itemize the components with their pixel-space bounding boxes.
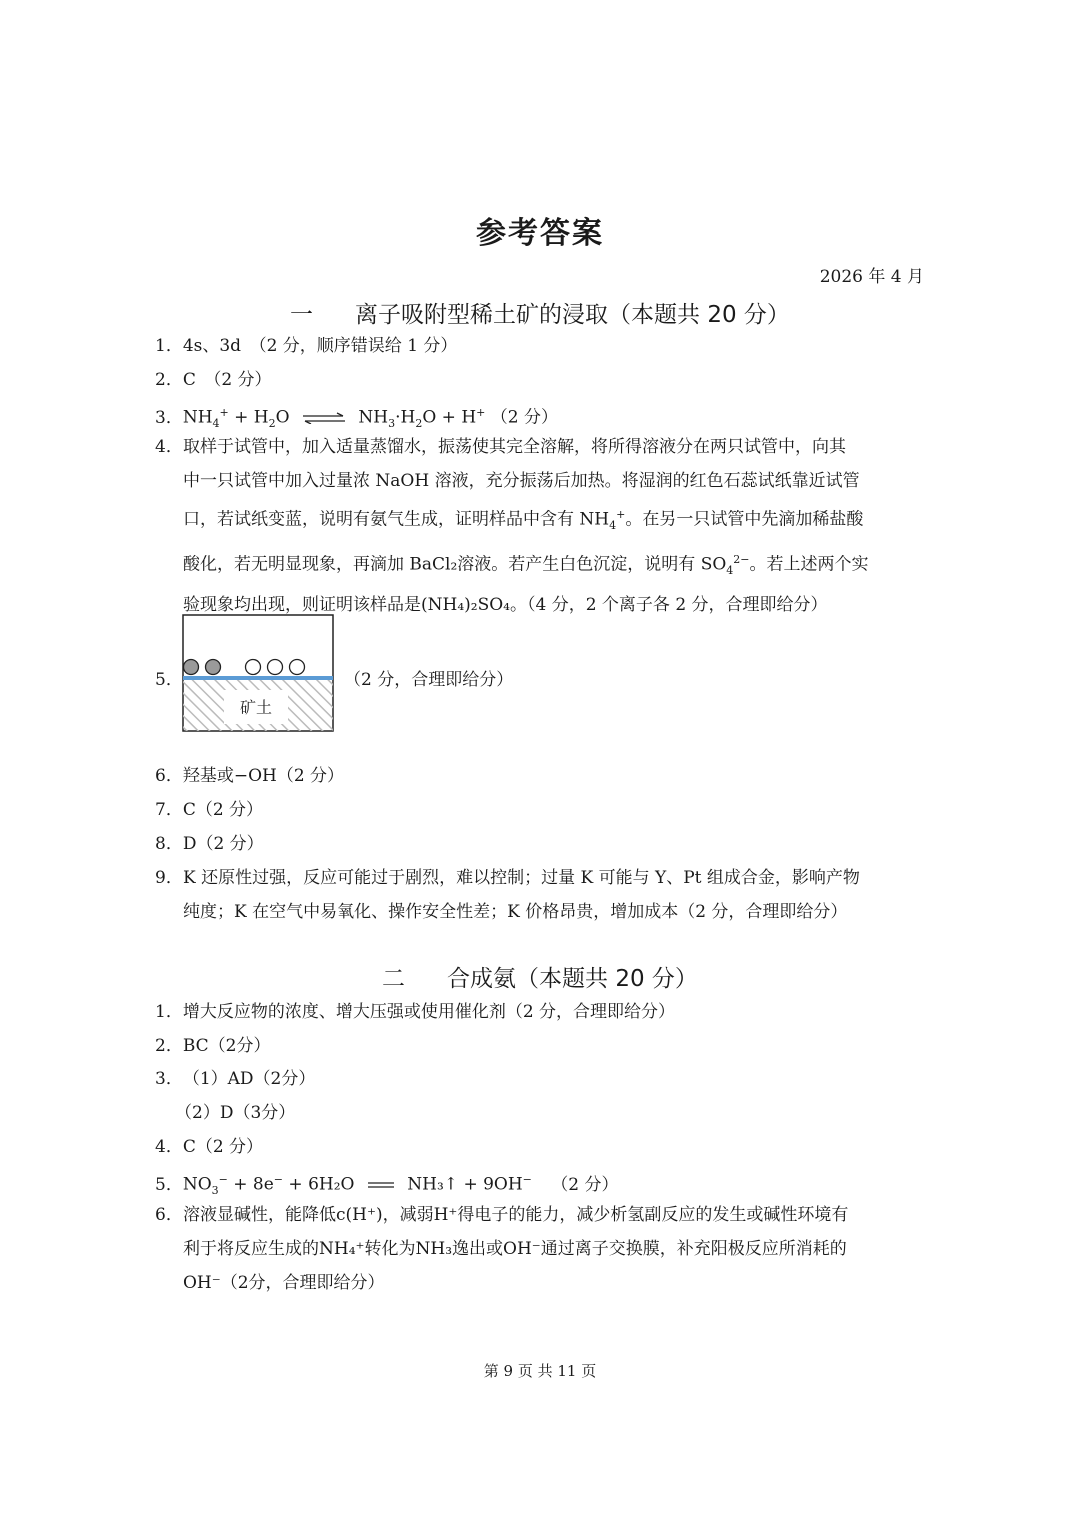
ion-sub: 4 [609,519,617,533]
s1-q4-number [155,437,183,457]
reversible-arrow-icon [301,412,347,424]
answer-line [183,498,928,543]
answer-line: 溶液显碱性，能降低c(H⁺)，减弱H⁺得电子的能力，减少析氢副反应的发生或碱性环境有 [183,1205,849,1225]
answer-line [183,543,928,588]
eq-nitrate: NO [182,1174,212,1195]
eq-product-3: O + H [422,407,477,428]
eq-sup: − [218,1173,228,1186]
s1-q8 [155,834,264,854]
ion-sub: 4 [726,564,734,578]
page-footer: 第 9 页 共 11 页 [483,1362,597,1380]
question-number: 6． [155,1205,183,1225]
s1-q7 [155,800,263,820]
eq-product: NH₃↑ + 9OH [407,1174,523,1195]
section-2-heading [0,960,1080,993]
answer-text: 。若上述两个实 [749,554,869,575]
s2-q5-equation [155,1170,619,1201]
answer-line: 利于将反应生成的NH₄⁺转化为NH₃逸出或OH⁻通过离子交换膜，补充阳极反应所消耗的 [183,1239,847,1259]
eq-sub: 4 [212,417,220,431]
eq-ammonium: NH [182,407,213,428]
adsorbed-ion-icon [184,660,199,675]
s1-q2 [155,370,272,390]
eq-sub: 2 [415,417,423,431]
eq-water: + 6H₂O [283,1174,355,1195]
answer-text: D（2 分） [182,834,264,854]
score: （2 分） [551,1174,619,1195]
answer-line: 验现象均出现，则证明该样品是(NH₄)₂SO₄。（4 分，2 个离子各 2 分，合理即给分） [183,595,828,616]
answer-text: C（2 分） [182,800,264,820]
question-number: 5． [155,670,183,690]
answer-text: 增大反应物的浓度、增大压强或使用催化剂（2 分，合理即给分） [182,1002,676,1022]
score: （2 分） [490,407,559,428]
answer-line: 纯度；K 在空气中易氧化、操作安全性差；K 价格昂贵，增加成本（2 分，合理即给分） [183,902,848,922]
question-number: 2． [155,1036,183,1056]
question-number: 7． [155,800,183,820]
section-number: 一 [290,302,314,328]
eq-sub: 3 [211,1184,219,1198]
question-number: 3． [155,1069,183,1089]
section-title: 离子吸附型稀土矿的浸取（本题共 20 分） [355,302,790,328]
ion-sup: 2− [733,553,750,567]
question-number: 1． [155,336,183,356]
s2-q2 [155,1036,270,1056]
question-number: 8． [155,834,183,854]
s2-q6-answer [183,1198,928,1300]
adsorbed-ion-icon [206,660,221,675]
eq-sup: + [219,406,229,419]
eq-product: NH [358,407,389,428]
section-1-heading [0,296,1080,329]
answer-text: C（2 分） [182,1137,264,1157]
question-number: 4． [155,1137,183,1157]
eq-sup: − [522,1173,532,1186]
eq-sup: − [273,1173,284,1186]
s1-q6 [155,766,344,786]
eq-water: + H [228,407,269,428]
answer-text: 羟基或−OH（2 分） [182,766,345,786]
s1-q1 [155,336,457,356]
answer-text: 口，若试纸变蓝，说明有氨气生成，证明样品中含有 NH [183,509,610,530]
ion-sup: + [616,508,626,521]
page-title: 参考答案 [476,216,604,251]
answer-line: 中一只试管中加入过量浓 NaOH 溶液，充分振荡后加热。将湿润的红色石蕊试纸靠近试管 [183,471,860,491]
eq-sub: 3 [388,417,396,431]
s1-q4-answer [183,430,928,622]
section-title: 合成氨（本题共 20 分） [447,966,698,992]
question-number: 2． [155,370,183,390]
s1-q9-number [155,868,183,888]
s1-q5-number [155,670,183,690]
s2-q6-number [155,1205,183,1225]
free-ion-icon [290,660,305,675]
eq-product-2: ·H [395,407,416,428]
question-number: 9． [155,868,183,888]
s2-q3 [155,1069,315,1089]
answer-text: 。在另一只试管中先滴加稀盐酸 [625,509,864,530]
s1-q9-answer [183,861,928,929]
question-number: 4． [155,437,183,457]
answer-text: 酸化，若无明显现象，再滴加 BaCl₂溶液。若产生白色沉淀，说明有 SO [183,554,727,575]
eq-water-o: O [275,407,290,428]
eq-sub: 2 [268,417,276,431]
question-number: 3． [155,407,183,428]
soil-label: 矿土 [239,698,273,717]
question-number: 1． [155,1002,183,1022]
answer-line: OH⁻（2分，合理即给分） [183,1273,385,1293]
date: 2026 年 4 月 [819,267,924,287]
free-ion-icon [268,660,283,675]
answer-text: BC（2分） [182,1036,271,1056]
s2-q1 [155,1002,675,1022]
answer-text: （1）AD（2分） [182,1069,316,1089]
answer-text: 4s、3d （2 分，顺序错误给 1 分） [182,336,458,356]
s2-q3-part2: （2）D（3分） [175,1103,296,1123]
ion-adsorption-diagram [182,614,334,732]
answer-line: 取样于试管中，加入适量蒸馏水，振荡使其完全溶解，将所得溶液分在两只试管中，向其 [183,437,846,457]
answer-text: C （2 分） [182,370,272,390]
question-number: 5． [155,1174,183,1195]
eq-electrons: + 8e [227,1174,274,1195]
s1-q5-score: （2 分，合理即给分） [344,670,514,690]
free-ion-icon [246,660,261,675]
equals-arrow-icon [366,1179,396,1191]
eq-sup: + [476,406,486,419]
answer-line: K 还原性过强，反应可能过于剧烈，难以控制；过量 K 可能与 Y、Pt 组成合金，影响产物 [183,868,860,888]
section-number: 二 [382,966,406,992]
s2-q4 [155,1137,263,1157]
question-number: 6． [155,766,183,786]
